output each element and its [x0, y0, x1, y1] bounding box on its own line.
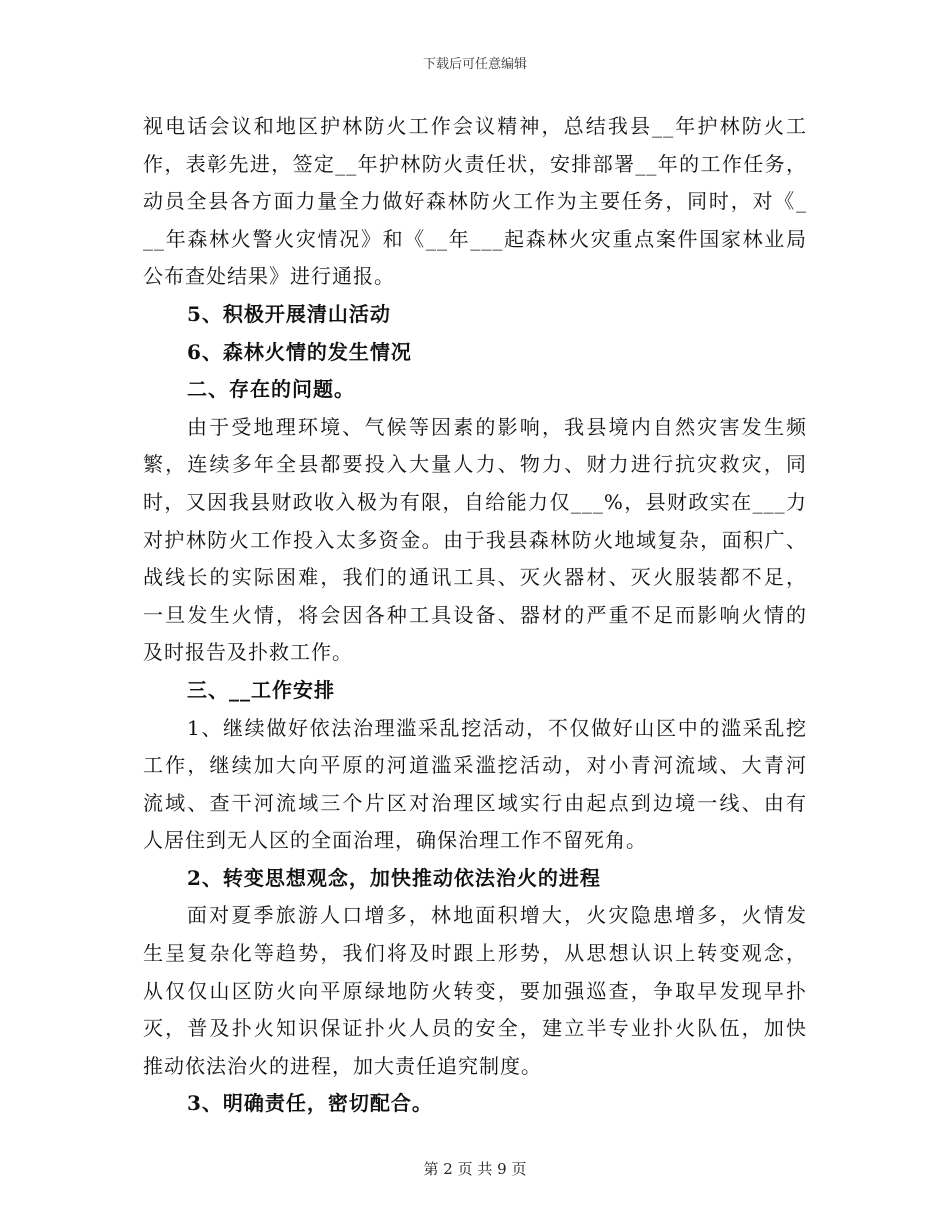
- paragraph-line: 1、继续做好依法治理滥采乱挖活动，不仅做好山区中的滥采乱挖: [187, 715, 807, 740]
- paragraph-line: 工作，继续加大向平原的河道滥采滥挖活动，对小青河流域、大青河: [143, 753, 807, 778]
- paragraph-line: 繁，连续多年全县都要投入大量人力、物力、财力进行抗灾救灾，同: [143, 452, 807, 477]
- section-heading: 三、__工作安排: [187, 677, 335, 702]
- section-heading: 2、转变思想观念，加快推动依法治火的进程: [187, 865, 601, 890]
- paragraph-line: __年森林火警火灾情况》和《__年___起森林火灾重点案件国家林业局: [143, 226, 807, 251]
- paragraph-line: 公布查处结果》进行通报。: [143, 264, 395, 289]
- paragraph-line: 时，又因我县财政收入极为有限，自给能力仅___%，县财政实在___力: [143, 489, 807, 514]
- document-body: [143, 108, 807, 1123]
- paragraph-line: 一旦发生火情，将会因各种工具设备、器材的严重不足而影响火情的: [143, 602, 807, 627]
- paragraph-line: 从仅仅山区防火向平原绿地防火转变，要加强巡查，争取早发现早扑: [143, 978, 807, 1003]
- paragraph-line: 动员全县各方面力量全力做好森林防火工作为主要任务，同时，对《_: [143, 189, 807, 214]
- paragraph-line: 作，表彰先进，签定__年护林防火责任状，安排部署__年的工作任务，: [143, 151, 807, 176]
- paragraph-line: 面对夏季旅游人口增多，林地面积增大，火灾隐患增多，火情发: [187, 903, 807, 928]
- paragraph-line: 生呈复杂化等趋势，我们将及时跟上形势，从思想认识上转变观念，: [143, 941, 807, 966]
- section-heading: 6、森林火情的发生情况: [187, 339, 412, 364]
- section-heading: 5、积极开展清山活动: [187, 301, 391, 326]
- paragraph-line: 推动依法治火的进程，加大责任追究制度。: [143, 1053, 542, 1078]
- paragraph-line: 战线长的实际困难，我们的通讯工具、灭火器材、灭火服装都不足，: [143, 565, 807, 590]
- paragraph-line: 对护林防火工作投入太多资金。由于我县森林防火地域复杂，面积广、: [143, 527, 807, 552]
- paragraph-line: 视电话会议和地区护林防火工作会议精神，总结我县__年护林防火工: [143, 114, 807, 138]
- paragraph-line: 流域、查干河流域三个片区对治理区域实行由起点到边境一线、由有: [143, 790, 807, 815]
- paragraph-line: 灭，普及扑火知识保证扑火人员的安全，建立半专业扑火队伍，加快: [143, 1016, 807, 1041]
- paragraph-line: 及时报告及扑救工作。: [143, 640, 353, 665]
- section-heading: 二、存在的问题。: [187, 377, 355, 402]
- paragraph-line: 由于受地理环境、气候等因素的影响，我县境内自然灾害发生频: [187, 414, 807, 439]
- section-heading: 3、明确责任，密切配合。: [187, 1091, 433, 1116]
- page-header: 下载后可任意编辑: [422, 57, 527, 72]
- page-number: 第 2 页 共 9 页: [423, 1160, 527, 1178]
- paragraph-line: 人居住到无人区的全面治理，确保治理工作不留死角。: [143, 828, 647, 853]
